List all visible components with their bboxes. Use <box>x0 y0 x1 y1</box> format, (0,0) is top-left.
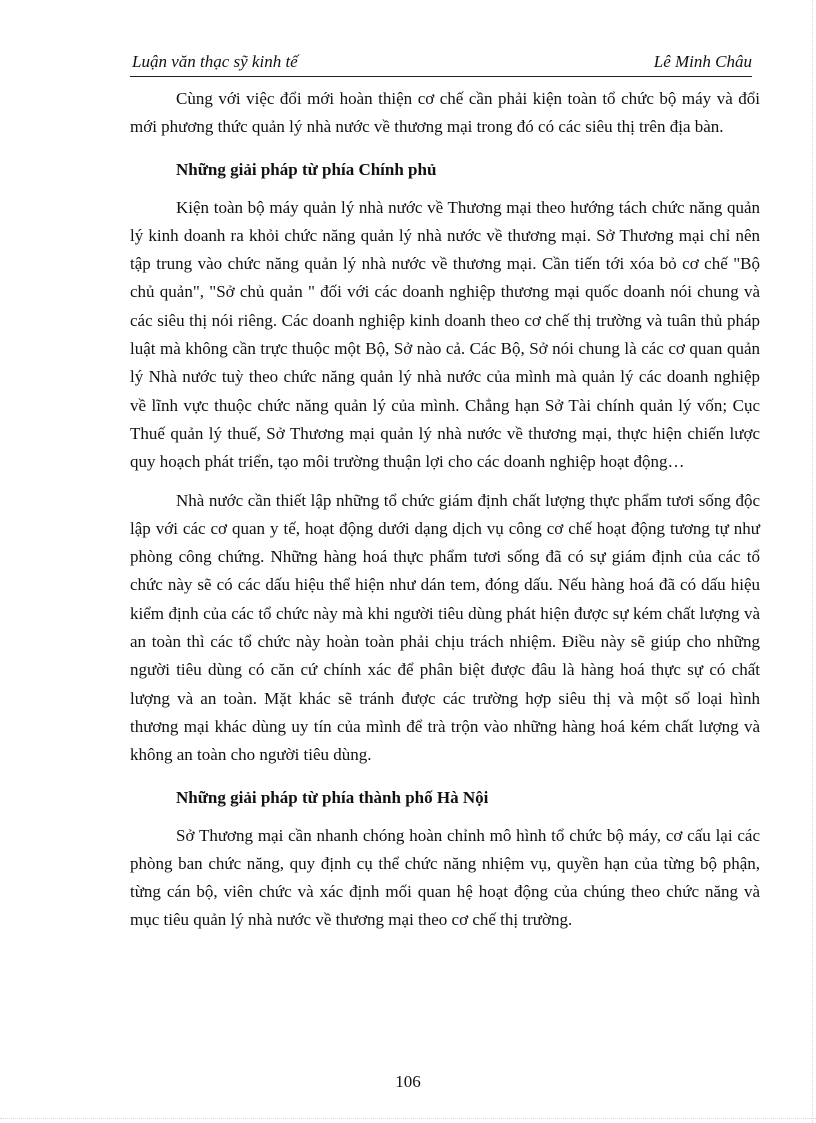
section-heading-hanoi: Những giải pháp từ phía thành phố Hà Nội <box>176 787 489 807</box>
page-body <box>130 85 760 935</box>
intro-paragraph: Cùng với việc đổi mới hoàn thiện cơ chế cần phải kiện toàn tổ chức bộ máy và đổi mới phương thức quản lý nhà nước về thương mại trong đó có các siêu thị trên địa bàn. <box>130 89 760 137</box>
bottom-page-edge <box>0 1118 816 1119</box>
right-page-edge <box>812 0 813 1123</box>
paragraph-quality-inspection: Nhà nước cần thiết lập những tổ chức giám định chất lượng thực phẩm tươi sống độc lập với các cơ quan y tế, hoạt động dưới dạng dịch vụ công cơ chế hoạt động tương tự như phòng công chứng. Những hàng hoá thực phẩm tươi sống đã có sự giám định của các tổ chức này sẽ có các dấu hiệu thể hiện như dán tem, đóng dấu. Nếu hàng hoá đã có dấu hiệu kiểm định của các tổ chức này mà khi người tiêu dùng phát hiện được sự kém chất lượng và an toàn thì các tổ chức này hoàn toàn phải chịu trách nhiệm. Điều này sẽ giúp cho những người tiêu dùng có căn cứ chính xác để phân biệt được đâu là hàng hoá thực sự có chất lượng và an toàn. Mặt khác sẽ tránh được các trường hợp siêu thị và một số loại hình thương mại khác dùng uy tín của mình để trà trộn vào những hàng hoá kém chất lượng và không an toàn cho người tiêu dùng. <box>130 490 760 765</box>
section-heading-government: Những giải pháp từ phía Chính phủ <box>176 159 437 179</box>
header-author-name: Lê Minh Châu <box>653 52 752 71</box>
header-divider <box>130 76 752 77</box>
paragraph-government-restructure: Kiện toàn bộ máy quản lý nhà nước về Thương mại theo hướng tách chức năng quản lý kinh doanh ra khỏi chức năng quản lý nhà nước về thương mại. Sở Thương mại chỉ nên tập trung vào chức năng quản lý nhà nước về thương mại. Cần tiến tới xóa bỏ cơ chế "Bộ chủ quản", "Sở chủ quản " đối với các doanh nghiệp thương mại quốc doanh nói chung và các siêu thị nói riêng. Các doanh nghiệp kinh doanh theo cơ chế thị trường và tuân thủ pháp luật mà không cần trực thuộc một Bộ, Sở nào cả. Các Bộ, Sở nói chung là các cơ quan quản lý Nhà nước tuỳ theo chức năng quản lý nhà nước của mình mà quản lý các doanh nghiệp về lĩnh vực thuộc chức năng quản lý của mình. Chẳng hạn Sở Tài chính quản lý vốn; Cục Thuế quản lý thuế, Sở Thương mại quản lý nhà nước về thương mại, thực hiện chiến lược quy hoạch phát triển, tạo môi trường thuận lợi cho các doanh nghiệp hoạt động… <box>130 197 760 472</box>
header-thesis-title: Luận văn thạc sỹ kinh tế <box>132 52 298 71</box>
page-header <box>130 52 752 76</box>
page-number: 106 <box>395 1072 421 1091</box>
paragraph-hanoi-department: Sở Thương mại cần nhanh chóng hoàn chỉnh mô hình tổ chức bộ máy, cơ cấu lại các phòng ban chức năng, quy định cụ thể chức năng nhiệm vụ, quyền hạn của từng bộ phận, từng cán bộ, viên chức và xác định mối quan hệ hoạt động của chúng theo chức năng và mục tiêu quản lý nhà nước về thương mại theo cơ chế thị trường. <box>130 825 760 930</box>
